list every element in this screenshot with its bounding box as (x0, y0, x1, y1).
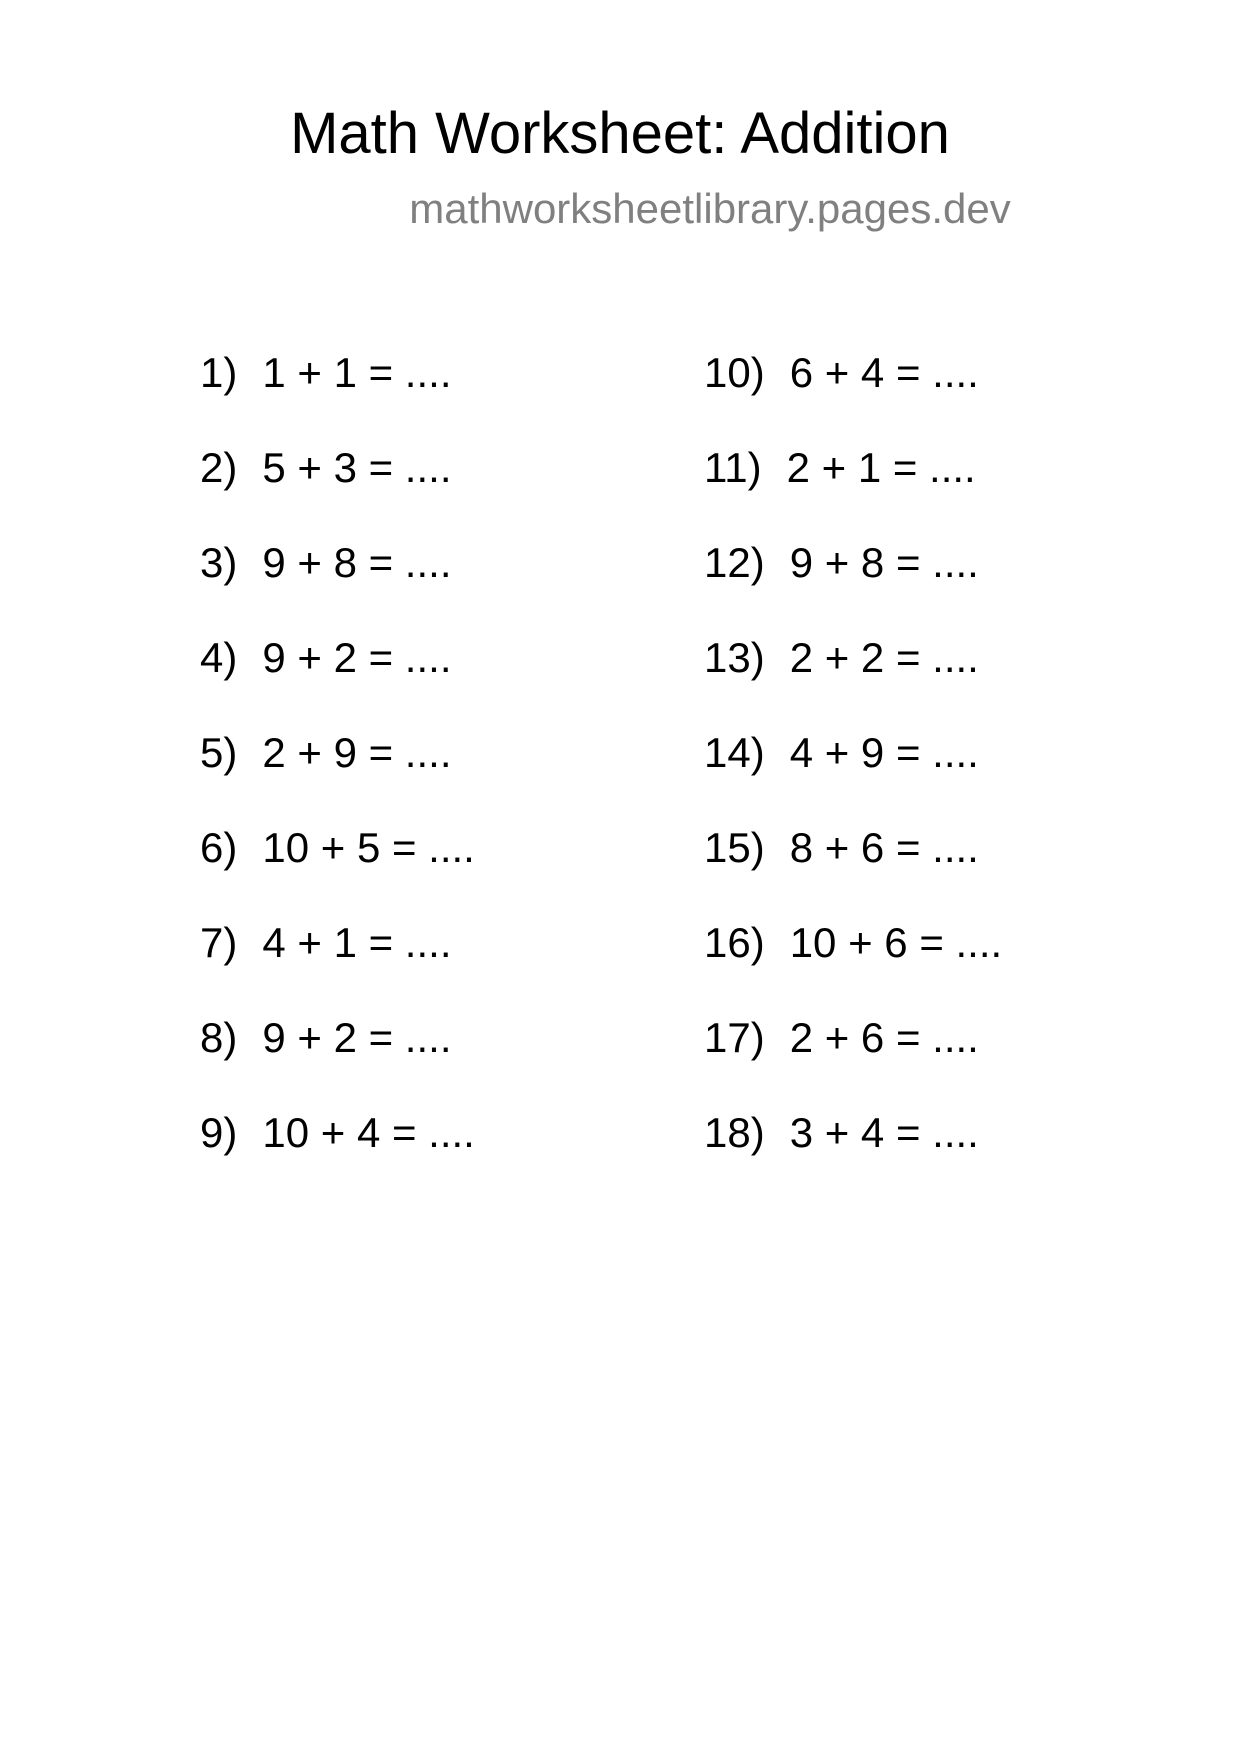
problem-number: 1) (200, 349, 238, 396)
problem-expression: 3 + 4 = .... (789, 1109, 979, 1156)
problem-item (704, 915, 1002, 971)
page-title: Math Worksheet: Addition (290, 101, 950, 166)
problem-item (704, 820, 979, 876)
problem-number: 14) (704, 729, 765, 776)
problem-number: 13) (704, 634, 765, 681)
problem-expression: 9 + 8 = .... (789, 539, 979, 586)
problem-expression: 8 + 6 = .... (789, 824, 979, 871)
problem-item (704, 630, 979, 686)
problem-item (200, 820, 475, 876)
problem-number: 12) (704, 539, 765, 586)
problem-item (704, 535, 979, 591)
problem-number: 15) (704, 824, 765, 871)
problem-item (704, 725, 979, 781)
problem-expression: 1 + 1 = .... (262, 349, 452, 396)
problem-number: 18) (704, 1109, 765, 1156)
problem-number: 9) (200, 1109, 238, 1156)
problem-number: 8) (200, 1014, 238, 1061)
problem-number: 17) (704, 1014, 765, 1061)
problem-item (200, 725, 451, 781)
problem-item (704, 1010, 979, 1066)
site-url: mathworksheetlibrary.pages.dev (409, 185, 1011, 232)
problem-expression: 5 + 3 = .... (262, 444, 452, 491)
problem-expression: 4 + 1 = .... (262, 919, 452, 966)
problem-item (200, 535, 451, 591)
problem-item (200, 440, 451, 496)
problem-expression: 9 + 2 = .... (262, 1014, 452, 1061)
problem-expression: 2 + 2 = .... (789, 634, 979, 681)
problem-item (704, 440, 976, 496)
problem-expression: 10 + 6 = .... (789, 919, 1003, 966)
problem-item (704, 1105, 979, 1161)
problem-expression: 10 + 4 = .... (262, 1109, 475, 1156)
problem-number: 3) (200, 539, 238, 586)
problem-number: 16) (704, 919, 765, 966)
problem-item (704, 345, 979, 401)
problem-number: 11) (704, 444, 762, 491)
problem-item (200, 345, 451, 401)
problem-number: 6) (200, 824, 238, 871)
problem-number: 7) (200, 919, 238, 966)
problem-item (200, 630, 451, 686)
problem-expression: 2 + 9 = .... (262, 729, 452, 776)
problem-number: 4) (200, 634, 238, 681)
problem-expression: 6 + 4 = .... (789, 349, 979, 396)
problem-expression: 2 + 6 = .... (789, 1014, 979, 1061)
problem-number: 5) (200, 729, 238, 776)
problem-expression: 2 + 1 = .... (786, 444, 976, 491)
problem-item (200, 1105, 475, 1161)
problem-expression: 4 + 9 = .... (789, 729, 979, 776)
problem-expression: 10 + 5 = .... (262, 824, 475, 871)
problem-item (200, 1010, 451, 1066)
problem-expression: 9 + 2 = .... (262, 634, 452, 681)
problem-number: 10) (704, 349, 765, 396)
problem-item (200, 915, 451, 971)
problem-number: 2) (200, 444, 238, 491)
problem-expression: 9 + 8 = .... (262, 539, 452, 586)
